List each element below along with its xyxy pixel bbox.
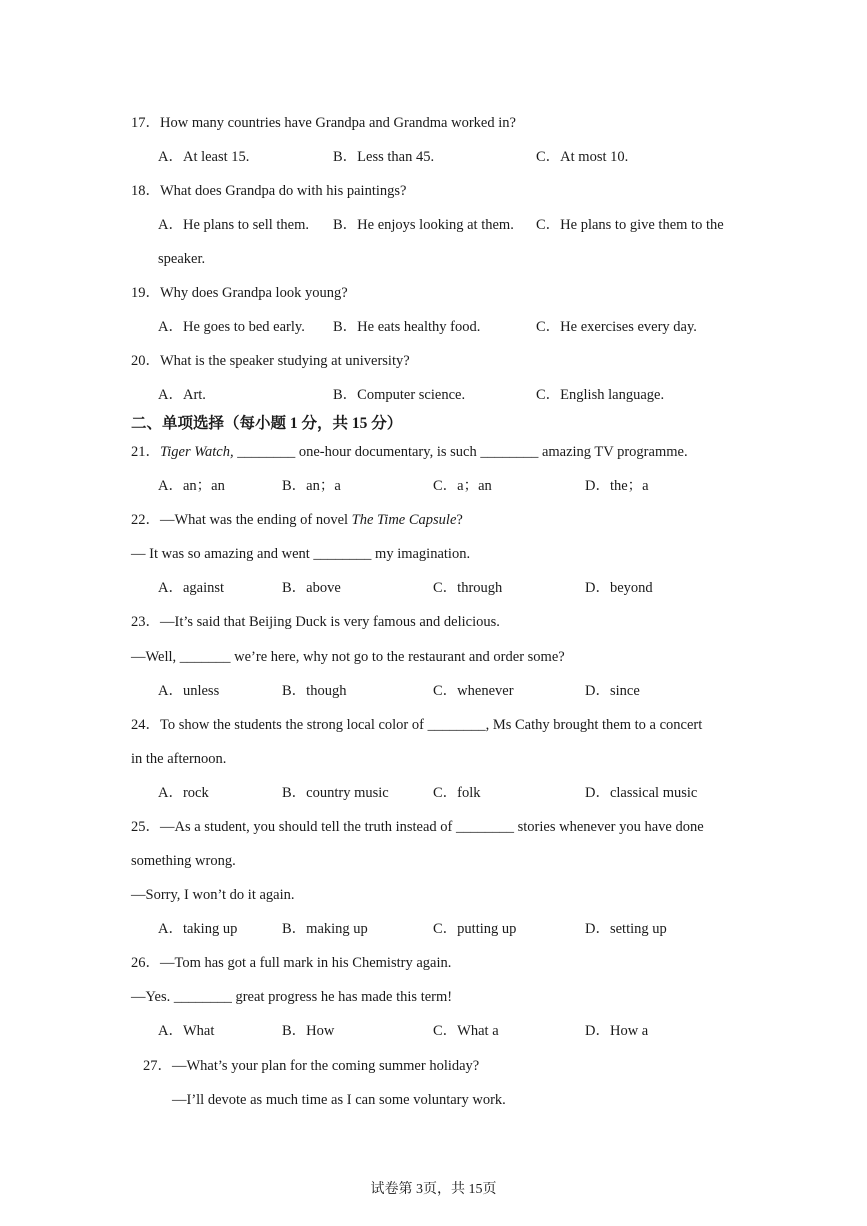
question-24-stem: 24．To show the students the strong local color of ________, Ms Cathy brought them to a concert bbox=[131, 717, 703, 733]
q19-option-c: C．He exercises every day. bbox=[536, 319, 697, 335]
q23-option-b: B．though bbox=[282, 683, 347, 699]
question-25-stem: 25．—As a student, you should tell the truth instead of ________ stories whenever you have done bbox=[131, 819, 704, 835]
q25-option-b: B．making up bbox=[282, 921, 368, 937]
q21-title: Tiger Watch, bbox=[160, 444, 234, 460]
q17-option-b: B．Less than 45. bbox=[333, 149, 435, 165]
q19-option-b: B．He eats healthy food. bbox=[333, 319, 481, 335]
page-footer: 试卷第 3页，共 15页 bbox=[370, 1182, 497, 1197]
q21-option-b: B．an；a bbox=[282, 478, 341, 494]
q22-text: 22．—What was the ending of novel bbox=[131, 512, 352, 528]
q20-option-b: B．Computer science. bbox=[333, 387, 466, 403]
q20-option-c: C．English language. bbox=[536, 387, 665, 403]
q18-option-b: B．He enjoys looking at them. bbox=[333, 217, 514, 233]
q25-option-a: A．taking up bbox=[158, 921, 238, 937]
q20-option-a: A．Art. bbox=[158, 387, 206, 403]
q23-option-c: C．whenever bbox=[433, 683, 514, 699]
q21-option-c: C．a；an bbox=[433, 478, 492, 494]
q26-option-d: D．How a bbox=[585, 1023, 649, 1039]
q26-reply: —Yes. ________ great progress he has made this term! bbox=[131, 989, 453, 1005]
q21-option-a: A．an；an bbox=[158, 478, 225, 494]
q17-option-a: A．At least 15. bbox=[158, 149, 250, 165]
q18-option-a: A．He plans to sell them. bbox=[158, 217, 310, 233]
q19-option-a: A．He goes to bed early. bbox=[158, 319, 305, 335]
q23-reply: —Well, _______ we’re here, why not go to the restaurant and order some? bbox=[131, 649, 565, 665]
q23-option-a: A．unless bbox=[158, 683, 220, 699]
q27-reply: —I’ll devote as much time as I can some voluntary work. bbox=[172, 1092, 506, 1108]
q21-option-d: D．the；a bbox=[585, 478, 649, 494]
q24-option-c: C．folk bbox=[433, 785, 481, 801]
q26-option-c: C．What a bbox=[433, 1023, 499, 1039]
q22-option-a: A．against bbox=[158, 580, 225, 596]
question-21-stem bbox=[131, 443, 688, 461]
q23-option-d: D．since bbox=[585, 683, 640, 699]
question-27-stem: 27．—What’s your plan for the coming summer holiday? bbox=[143, 1058, 480, 1074]
question-26-stem: 26．—Tom has got a full mark in his Chemistry again. bbox=[131, 955, 452, 971]
q24-option-a: A．rock bbox=[158, 785, 209, 801]
question-23-stem: 23．—It’s said that Beijing Duck is very famous and delicious. bbox=[131, 614, 500, 630]
q26-option-a: A．What bbox=[158, 1023, 215, 1039]
question-22-stem bbox=[131, 511, 463, 529]
q22-reply: — It was so amazing and went ________ my imagination. bbox=[131, 546, 471, 562]
q17-option-c: C．At most 10. bbox=[536, 149, 629, 165]
q18-option-c: C．He plans to give them to the bbox=[536, 217, 724, 233]
q24-option-b: B．country music bbox=[282, 785, 389, 801]
q25-reply: —Sorry, I won’t do it again. bbox=[131, 887, 295, 903]
q24-option-d: D．classical music bbox=[585, 785, 698, 801]
question-20-stem: 20．What is the speaker studying at university? bbox=[131, 353, 410, 369]
section-2-heading: 二、单项选择（每小题 1 分，共 15 分） bbox=[131, 415, 403, 432]
q18-option-c-continued: speaker. bbox=[158, 251, 206, 267]
question-19-stem: 19．Why does Grandpa look young? bbox=[131, 285, 348, 301]
q22-title: The Time Capsule bbox=[351, 512, 457, 528]
question-18-stem: 18．What does Grandpa do with his paintings? bbox=[131, 183, 407, 199]
q21-number: 21． bbox=[131, 444, 160, 460]
q22-option-d: D．beyond bbox=[585, 580, 653, 596]
q24-stem-continued: in the afternoon. bbox=[131, 751, 227, 767]
q25-option-d: D．setting up bbox=[585, 921, 667, 937]
q22-question-mark: ? bbox=[456, 512, 463, 528]
q26-option-b: B．How bbox=[282, 1023, 335, 1039]
q25-stem-continued: something wrong. bbox=[131, 853, 236, 869]
q21-text: ________ one-hour documentary, is such ________ amazing TV programme. bbox=[233, 444, 688, 460]
q25-option-c: C．putting up bbox=[433, 921, 517, 937]
question-17-stem: 17．How many countries have Grandpa and Grandma worked in? bbox=[131, 115, 516, 131]
q22-option-b: B．above bbox=[282, 580, 341, 596]
q22-option-c: C．through bbox=[433, 580, 503, 596]
